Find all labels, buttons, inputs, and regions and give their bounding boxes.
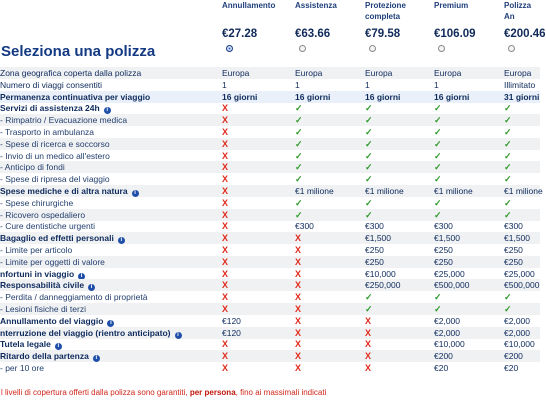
check-icon: ✓ — [504, 115, 512, 126]
info-icon[interactable]: i — [55, 343, 62, 350]
cell-value: €250 — [434, 245, 453, 255]
cross-icon: X — [222, 150, 229, 161]
cell-value: €120 — [222, 327, 241, 338]
row-label-text: - Ricovero ospedaliero — [0, 209, 86, 220]
info-icon[interactable]: i — [88, 284, 95, 291]
table-row — [0, 315, 540, 327]
cell-value: €1 milione — [295, 186, 334, 196]
cross-icon: X — [222, 174, 229, 185]
plan-price: €106.09 — [434, 28, 476, 40]
check-icon: ✓ — [295, 138, 303, 149]
check-icon: ✓ — [295, 115, 303, 126]
plan-price: €63.66 — [295, 28, 331, 40]
cross-icon: X — [222, 162, 229, 173]
cell-value: €250 — [504, 245, 523, 255]
check-icon: ✓ — [365, 115, 373, 126]
plan-name-header: Premium — [434, 1, 469, 10]
check-icon: ✓ — [295, 197, 303, 208]
row-label — [0, 126, 94, 138]
cell-value: €200 — [434, 351, 453, 362]
check-icon: ✓ — [434, 174, 442, 185]
cell-value: Europa — [434, 68, 462, 78]
cross-icon: X — [222, 256, 229, 267]
cell-value: 16 giorni — [222, 91, 258, 102]
row-label — [0, 79, 102, 91]
cross-icon: X — [222, 292, 229, 303]
info-icon[interactable]: i — [93, 355, 100, 362]
row-label-text: nterruzione del viaggio (rientro anticipato) — [0, 327, 171, 338]
cross-icon: X — [222, 186, 229, 196]
check-icon: ✓ — [504, 150, 512, 161]
row-label-text: nfortuni in viaggio — [0, 268, 75, 279]
check-icon: ✓ — [434, 115, 442, 126]
row-label-text: Permanenza continuativa per viaggio — [0, 91, 151, 102]
cell-value: €1,500 — [504, 233, 530, 244]
plan-name-header: Annullamento — [222, 1, 276, 10]
table-row — [0, 256, 540, 268]
table-row — [0, 197, 540, 209]
page-title: Seleziona una polizza — [1, 43, 156, 60]
cross-icon: X — [222, 103, 229, 114]
row-label-text: Servizi di assistenza 24h — [0, 103, 100, 114]
table-row — [0, 67, 540, 79]
cell-value: 1 — [295, 79, 300, 90]
row-label — [0, 209, 85, 221]
check-icon: ✓ — [295, 103, 303, 114]
check-icon: ✓ — [504, 304, 512, 314]
plan-name-header: Assistenza — [295, 1, 337, 10]
cell-value: Europa — [504, 68, 532, 78]
row-label — [0, 150, 110, 162]
cell-value: €300 — [504, 221, 523, 232]
table-row — [0, 150, 540, 162]
cross-icon: X — [295, 327, 302, 338]
cross-icon: X — [295, 304, 302, 314]
cross-icon: X — [222, 127, 229, 137]
cross-icon: X — [295, 351, 302, 362]
table-row — [0, 79, 540, 91]
cell-value: €1,500 — [434, 233, 460, 244]
footnote — [1, 388, 326, 397]
row-label — [0, 362, 44, 374]
cell-value: 1 — [365, 79, 370, 90]
plan-select-radio[interactable] — [226, 45, 233, 52]
check-icon: ✓ — [365, 103, 373, 114]
row-label-text: - Spese di ripresa del viaggio — [0, 174, 110, 185]
check-icon: ✓ — [434, 150, 442, 161]
table-row — [0, 220, 540, 232]
row-label-text: - Anticipo di fondi — [0, 162, 65, 173]
cross-icon: X — [222, 339, 229, 350]
row-label — [0, 279, 95, 291]
cell-value: €2,000 — [434, 315, 460, 326]
cell-value: €10,000 — [504, 339, 535, 350]
check-icon: ✓ — [434, 292, 442, 303]
cross-icon: X — [222, 197, 229, 208]
check-icon: ✓ — [365, 162, 373, 173]
table-row — [0, 244, 540, 256]
cell-value: €300 — [365, 221, 384, 232]
cell-value: €20 — [504, 363, 519, 373]
cross-icon: X — [222, 233, 229, 244]
cell-value: €2,000 — [504, 327, 530, 338]
table-row — [0, 102, 540, 114]
check-icon: ✓ — [365, 174, 373, 185]
cross-icon: X — [295, 315, 302, 326]
cell-value: €2,000 — [434, 327, 460, 338]
plan-name-header: Protezione completa — [365, 1, 406, 21]
check-icon: ✓ — [504, 209, 512, 220]
check-icon: ✓ — [365, 150, 373, 161]
row-label-text: - Rimpatrio / Evacuazione medica — [0, 115, 128, 126]
cross-icon: X — [222, 138, 229, 149]
info-icon[interactable]: i — [118, 237, 125, 244]
row-label-text: Bagaglio ed effetti personali — [0, 233, 114, 244]
cross-icon: X — [295, 363, 302, 373]
row-label-text: - per 10 ore — [0, 363, 44, 373]
check-icon: ✓ — [295, 209, 303, 220]
row-label-text: - Spese chirurgiche — [0, 197, 74, 208]
row-label-text: - Cure dentistiche urgenti — [0, 221, 95, 232]
table-row — [0, 362, 540, 374]
cross-icon: X — [365, 363, 372, 373]
cell-value: €10,000 — [365, 268, 396, 279]
cross-icon: X — [365, 351, 372, 362]
check-icon: ✓ — [504, 174, 512, 185]
check-icon: ✓ — [434, 304, 442, 314]
cross-icon: X — [222, 351, 229, 362]
row-label — [0, 67, 141, 79]
table-row — [0, 350, 540, 362]
cross-icon: X — [365, 315, 372, 326]
row-label-text: - Limite per oggetti di valore — [0, 256, 105, 267]
check-icon: ✓ — [434, 162, 442, 173]
row-label-text: - Perdita / danneggiamento di proprietà — [0, 292, 148, 303]
cross-icon: X — [295, 245, 302, 255]
table-row — [0, 173, 540, 185]
row-label — [0, 338, 62, 350]
check-icon: ✓ — [434, 127, 442, 137]
cross-icon: X — [365, 339, 372, 350]
cell-value: €250 — [504, 256, 523, 267]
row-label — [0, 161, 65, 173]
check-icon: ✓ — [365, 304, 373, 314]
check-icon: ✓ — [504, 162, 512, 173]
plan-price: €79.58 — [365, 28, 401, 40]
info-icon[interactable]: i — [132, 190, 139, 197]
cross-icon: X — [222, 304, 229, 314]
cell-value: Illimitato — [504, 79, 536, 90]
table-row — [0, 209, 540, 221]
table-row — [0, 185, 543, 197]
table-row — [0, 114, 540, 126]
row-label-text: - Limite per articolo — [0, 245, 73, 255]
table-row — [0, 268, 540, 280]
cell-value: €250 — [365, 256, 384, 267]
row-label — [0, 197, 73, 209]
table-row — [0, 327, 540, 339]
row-label-text: Spese mediche e di altra natura — [0, 186, 128, 196]
plan-price: €200.46 — [504, 28, 546, 40]
cell-value: €250 — [434, 256, 453, 267]
cross-icon: X — [222, 268, 229, 279]
cell-value: €200 — [504, 351, 523, 362]
row-label-text: - Lesioni fisiche di terzi — [0, 304, 86, 314]
cell-value: €1 milione — [434, 186, 473, 196]
check-icon: ✓ — [434, 209, 442, 220]
cross-icon: X — [295, 280, 302, 291]
plan-select-radio[interactable] — [369, 45, 376, 52]
table-row — [0, 291, 540, 303]
cross-icon: X — [222, 115, 229, 126]
cell-value: €25,000 — [434, 268, 465, 279]
plan-price: €27.28 — [222, 28, 258, 40]
check-icon: ✓ — [295, 127, 303, 137]
cell-value: 1 — [434, 79, 439, 90]
cross-icon: X — [222, 221, 229, 232]
cell-value: €300 — [295, 221, 314, 232]
cell-value: Europa — [365, 68, 393, 78]
info-icon[interactable]: i — [107, 320, 114, 327]
row-label-text: - Trasporto in ambulanza — [0, 127, 95, 137]
table-row — [0, 232, 540, 244]
check-icon: ✓ — [365, 138, 373, 149]
check-icon: ✓ — [434, 138, 442, 149]
row-label — [0, 102, 111, 114]
info-icon[interactable]: i — [78, 273, 85, 280]
table-row — [0, 91, 540, 103]
cell-value: 16 giorni — [434, 91, 470, 102]
row-label — [0, 185, 139, 197]
row-label-text: Responsabilità civile — [0, 280, 85, 291]
cell-value: €250,000 — [365, 280, 401, 291]
cross-icon: X — [295, 256, 302, 267]
cross-icon: X — [222, 280, 229, 291]
table-row — [0, 161, 540, 173]
table-row — [0, 126, 540, 138]
plan-name-header: Polizza An — [504, 1, 532, 21]
cross-icon: X — [295, 268, 302, 279]
cell-value: €500,000 — [504, 280, 540, 291]
row-label-text: Ritardo della partenza — [0, 351, 89, 362]
plan-select-radio[interactable] — [438, 45, 445, 52]
row-label — [0, 256, 105, 268]
info-icon[interactable]: i — [175, 332, 182, 339]
cell-value: Europa — [295, 68, 323, 78]
row-label — [0, 291, 147, 303]
cross-icon: X — [295, 339, 302, 350]
row-label-text: Numero di viaggi consentiti — [0, 79, 103, 90]
cell-value: Europa — [222, 68, 250, 78]
table-row — [0, 303, 540, 315]
row-label — [0, 327, 182, 339]
check-icon: ✓ — [434, 197, 442, 208]
row-label-text: - Spese di ricerca e soccorso — [0, 138, 110, 149]
cell-value: €1 milione — [365, 186, 404, 196]
footnote-text-end: , fino ai massimali indicati — [235, 388, 327, 397]
check-icon: ✓ — [504, 292, 512, 303]
cell-value: €1 milione — [504, 186, 543, 196]
row-label — [0, 220, 95, 232]
cell-value: 16 giorni — [295, 91, 331, 102]
row-label — [0, 268, 85, 280]
cross-icon: X — [222, 245, 229, 255]
row-label — [0, 303, 86, 315]
check-icon: ✓ — [295, 174, 303, 185]
check-icon: ✓ — [504, 127, 512, 137]
cross-icon: X — [295, 292, 302, 303]
check-icon: ✓ — [295, 162, 303, 173]
row-label — [0, 173, 110, 185]
cell-value: €10,000 — [434, 339, 465, 350]
row-label — [0, 114, 127, 126]
row-label — [0, 350, 100, 362]
check-icon: ✓ — [365, 209, 373, 220]
row-label-text: Zona geografica coperta dalla polizza — [0, 68, 142, 78]
cross-icon: X — [295, 233, 302, 244]
row-label — [0, 232, 125, 244]
cell-value: 16 giorni — [365, 91, 401, 102]
cell-value: €500,000 — [434, 280, 470, 291]
row-label — [0, 91, 150, 103]
check-icon: ✓ — [365, 197, 373, 208]
cell-value: 31 giorni — [504, 91, 540, 102]
plan-select-radio[interactable] — [299, 45, 306, 52]
row-label — [0, 138, 110, 150]
check-icon: ✓ — [365, 127, 373, 137]
table-row — [0, 138, 540, 150]
check-icon: ✓ — [504, 103, 512, 114]
check-icon: ✓ — [295, 150, 303, 161]
cross-icon: X — [222, 363, 229, 373]
row-label — [0, 244, 72, 256]
footnote-text: l livelli di copertura offerti dalla polizza sono garantiti, — [1, 388, 190, 397]
cell-value: 1 — [222, 79, 227, 90]
cell-value: €300 — [434, 221, 453, 232]
check-icon: ✓ — [504, 197, 512, 208]
info-icon[interactable]: i — [104, 107, 111, 114]
row-label-text: - Invio di un medico all'estero — [0, 150, 110, 161]
check-icon: ✓ — [504, 138, 512, 149]
cell-value: €25,000 — [504, 268, 535, 279]
cell-value: €250 — [365, 245, 384, 255]
row-label-text: Annullamento del viaggio — [0, 315, 104, 326]
row-label-text: Tutela legale — [0, 339, 51, 350]
table-row — [0, 279, 540, 291]
cross-icon: X — [365, 327, 372, 338]
cell-value: €120 — [222, 315, 241, 326]
cell-value: €2,000 — [504, 315, 530, 326]
check-icon: ✓ — [434, 103, 442, 114]
row-label — [0, 315, 114, 327]
cell-value: €20 — [434, 363, 449, 373]
check-icon: ✓ — [365, 292, 373, 303]
plan-select-radio[interactable] — [508, 45, 515, 52]
table-row — [0, 338, 540, 350]
cell-value: €1,500 — [365, 233, 391, 244]
footnote-emphasis: per persona — [189, 388, 236, 397]
cross-icon: X — [222, 209, 229, 220]
